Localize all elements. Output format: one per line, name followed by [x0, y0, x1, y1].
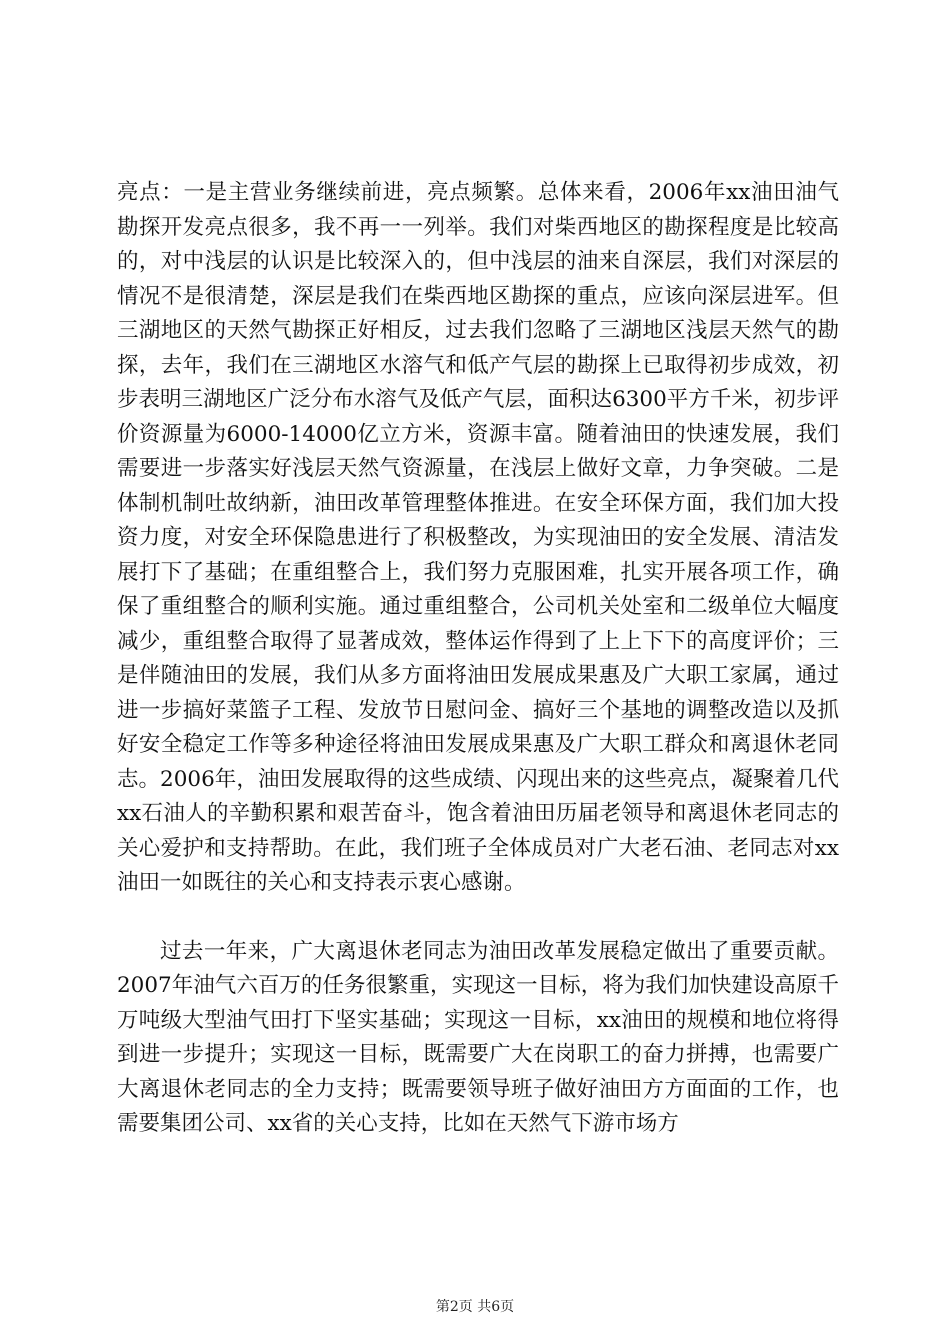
document-body [117, 176, 839, 1142]
paragraph-2: 过去一年来，广大离退休老同志为油田改革发展稳定做出了重要贡献。2007年油气六百万的任务很繁重，实现这一目标，将为我们加快建设高原千万吨级大型油气田打下坚实基础；实现这一目标，xx油田的规模和地位将得到进一步提升；实现这一目标，既需要广大在岗职工的奋力拼搏，也需要广大离退休老同志的全力支持；既需要领导班子做好油田方方面面的工作，也需要集团公司、xx省的关心支持，比如在天然气下游市场方 [117, 938, 839, 1136]
paragraph-1: 亮点：一是主营业务继续前进，亮点频繁。总体来看，2006年xx油田油气勘探开发亮点很多，我不再一一列举。我们对柴西地区的勘探程度是比较高的，对中浅层的认识是比较深入的，但中浅层的油来自深层，我们对深层的情况不是很清楚，深层是我们在柴西地区勘探的重点，应该向深层进军。但三湖地区的天然气勘探正好相反，过去我们忽略了三湖地区浅层天然气的勘探，去年，我们在三湖地区水溶气和低产气层的勘探上已取得初步成效，初步表明三湖地区广泛分布水溶气及低产气层，面积达6300平方千米，初步评价资源量为6000-14000亿立方米，资源丰富。随着油田的快速发展，我们需要进一步落实好浅层天然气资源量，在浅层上做好文章，力争突破。二是体制机制吐故纳新，油田改革管理整体推进。在安全环保方面，我们加大投资力度，对安全环保隐患进行了积极整改，为实现油田的安全发展、清洁发展打下了基础；在重组整合上，我们努力克服困难，扎实开展各项工作，确保了重组整合的顺利实施。通过重组整合，公司机关处室和二级单位大幅度减少，重组整合取得了显著成效，整体运作得到了上上下下的高度评价；三是伴随油田的发展，我们从多方面将油田发展成果惠及广大职工家属，通过进一步搞好菜篮子工程、发放节日慰问金、搞好三个基地的调整改造以及抓好安全稳定工作等多种途径将油田发展成果惠及广大职工群众和离退休老同志。2006年，油田发展取得的这些成绩、闪现出来的这些亮点，凝聚着几代xx石油人的辛勤积累和艰苦奋斗，饱含着油田历届老领导和离退休老同志的关心爱护和支持帮助。在此，我们班子全体成员对广大老石油、老同志对xx油田一如既往的关心和支持表示衷心感谢。 [117, 180, 839, 895]
page-number: 第2页 共6页 [435, 1299, 515, 1315]
